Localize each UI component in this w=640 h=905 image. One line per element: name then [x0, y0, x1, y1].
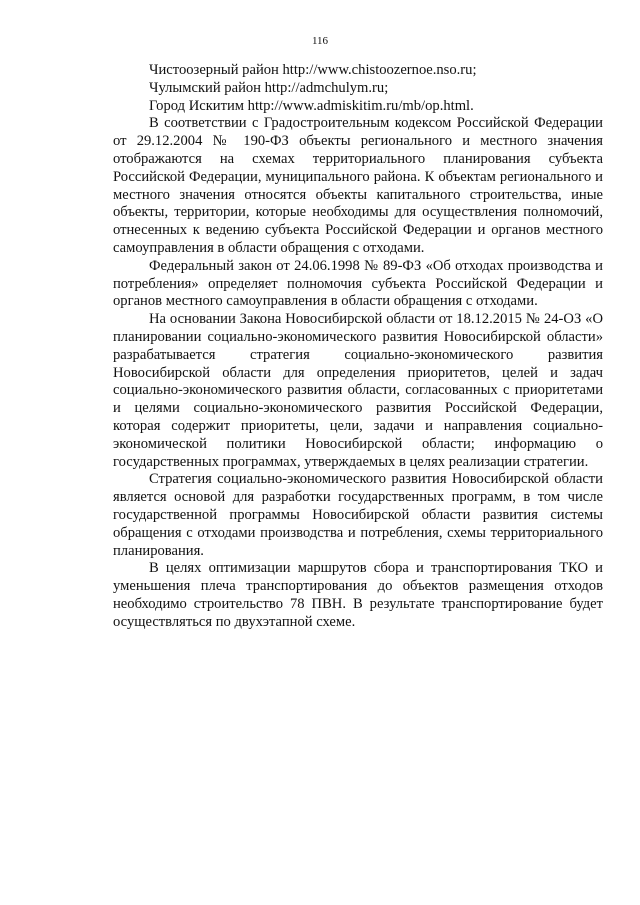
paragraph-urban-planning-code: В соответствии с Градостроительным кодексом Российской Федерации от 29.12.2004 № 190-ФЗ объекты регионального и местного значения отображаются на схемах территориального планирования субъекта Российской Федерации, муниципального района. К объектам регионального и местного значения относятся объекты капитального строительства, иные объекты, территории, которые необходимы для осуществления полномочий, отнесенных к ведению субъекта Российской Федерации и органов местного самоуправления в области обращения с отходами.	[113, 115, 603, 256]
paragraph-federal-law: Федеральный закон от 24.06.1998 № 89-ФЗ «Об отходах производства и потребления» определяет полномочия субъекта Российской Федерации и органов местного самоуправления в области обращения с отходами.	[113, 257, 603, 310]
district-link-line: Город Искитим http://www.admiskitim.ru/mb/op.html.	[149, 97, 474, 114]
paragraph-regional-law: На основании Закона Новосибирской области от 18.12.2015 № 24-ОЗ «О планировании социально-экономического развития Новосибирской области» разрабатывается стратегия социально-экономического развития Новосибирской области для определения приоритетов, целей и задач социально-экономического развития области, согласованных с приоритетами и целями социально-экономического развития Российской Федерации, которая содержит приоритеты, цели, задачи и направления социально-экономической политики Новосибирской области; информацию о государственных программах, утверждаемых в целях реализации стратегии.	[113, 311, 603, 470]
paragraph-route-optimization: В целях оптимизации маршрутов сбора и транспортирования ТКО и уменьшения плеча транспортирования до объектов размещения отходов необходимо строительство 78 ПВН. В результате транспортирование будет осуществляться по двухэтапной схеме.	[113, 560, 603, 630]
paragraph-strategy: Стратегия социально-экономического развития Новосибирской области является основой для разработки государственных программ, в том числе государственной программы Новосибирской области развития системы обращения с отходами производства и потребления, схемы территориального планирования.	[113, 471, 603, 559]
document-body	[113, 62, 603, 632]
page-number: 116	[311, 35, 329, 47]
district-link-line: Чулымский район http://admchulym.ru;	[149, 79, 389, 96]
district-link-line: Чистоозерный район http://www.chistoozernoe.nso.ru;	[149, 62, 477, 78]
